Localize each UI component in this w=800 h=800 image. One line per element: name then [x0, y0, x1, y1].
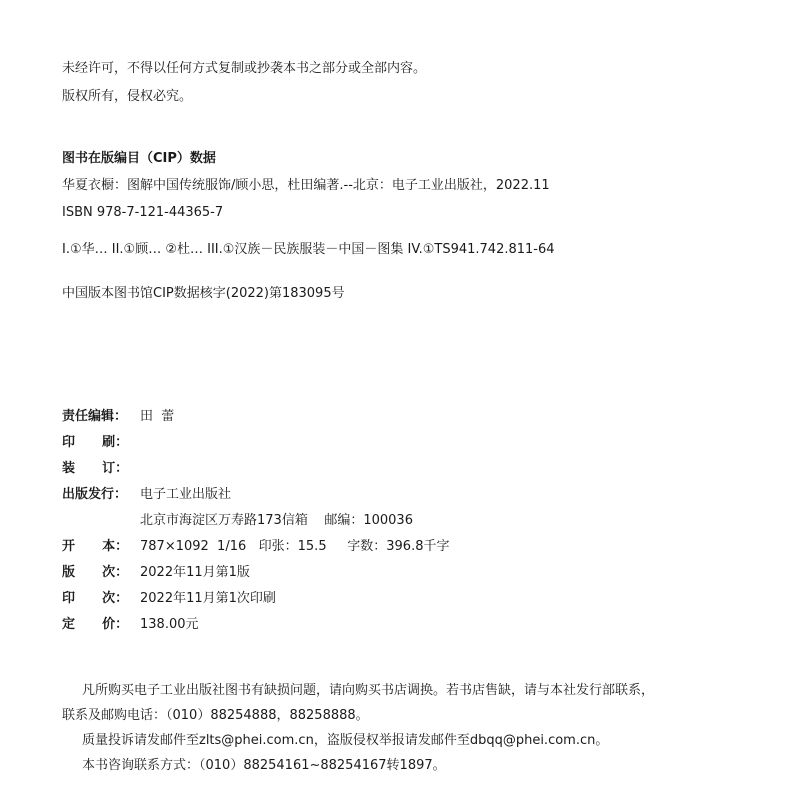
- editor-label: 责任编辑：: [62, 409, 128, 424]
- binding-label: 装 订：: [62, 461, 129, 476]
- impression-value: 2022年11月第1次印刷: [140, 591, 276, 606]
- edition-value: 2022年11月第1版: [140, 565, 250, 580]
- format-value: 787×1092 1/16 印张：15.5 字数：396.8千字: [140, 539, 450, 554]
- publisher-address: 北京市海淀区万寿路173信箱 邮编：100036: [140, 513, 413, 528]
- footer-exchange-notice: 凡所购买电子工业出版社图书有缺损问题，请向购买书店调换。若书店售缺，请与本社发行部联系，: [82, 683, 655, 698]
- editor-value: 田 蕾: [140, 409, 175, 424]
- publisher-label: 出版发行：: [62, 487, 128, 502]
- cip-title-line: 华夏衣橱：图解中国传统服饰/顾小思，杜田编著.--北京：电子工业出版社，2022.11: [62, 178, 550, 193]
- cip-classification: I.①华… II.①顾… ②杜… III.①汉族－民族服装－中国－图集 IV.①TS941.742.811-64: [62, 242, 555, 257]
- rights-reserved-line: 版权所有，侵权必究。: [62, 89, 193, 104]
- cip-heading: 图书在版编目（CIP）数据: [62, 151, 216, 166]
- impression-label: 印 次：: [62, 591, 129, 606]
- footer-consult-contact: 本书咨询联系方式：（010）88254161~88254167转1897。: [82, 758, 446, 773]
- price-value: 138.00元: [140, 617, 199, 632]
- publisher-value: 电子工业出版社: [140, 487, 232, 502]
- cip-isbn: ISBN 978-7-121-44365-7: [62, 205, 224, 220]
- edition-label: 版 次：: [62, 565, 129, 580]
- price-label: 定 价：: [62, 617, 129, 632]
- footer-complaint-email: 质量投诉请发邮件至zlts@phei.com.cn，盗版侵权举报请发邮件至dbqq@phei.com.cn。: [82, 733, 609, 748]
- cip-core-number: 中国版本图书馆CIP数据核字(2022)第183095号: [62, 286, 345, 301]
- copyright-notice-line: 未经许可，不得以任何方式复制或抄袭本书之部分或全部内容。: [62, 61, 427, 76]
- printing-label: 印 刷：: [62, 435, 129, 450]
- footer-phone: 联系及邮购电话：（010）88254888，88258888。: [62, 708, 369, 723]
- format-label: 开 本：: [62, 539, 129, 554]
